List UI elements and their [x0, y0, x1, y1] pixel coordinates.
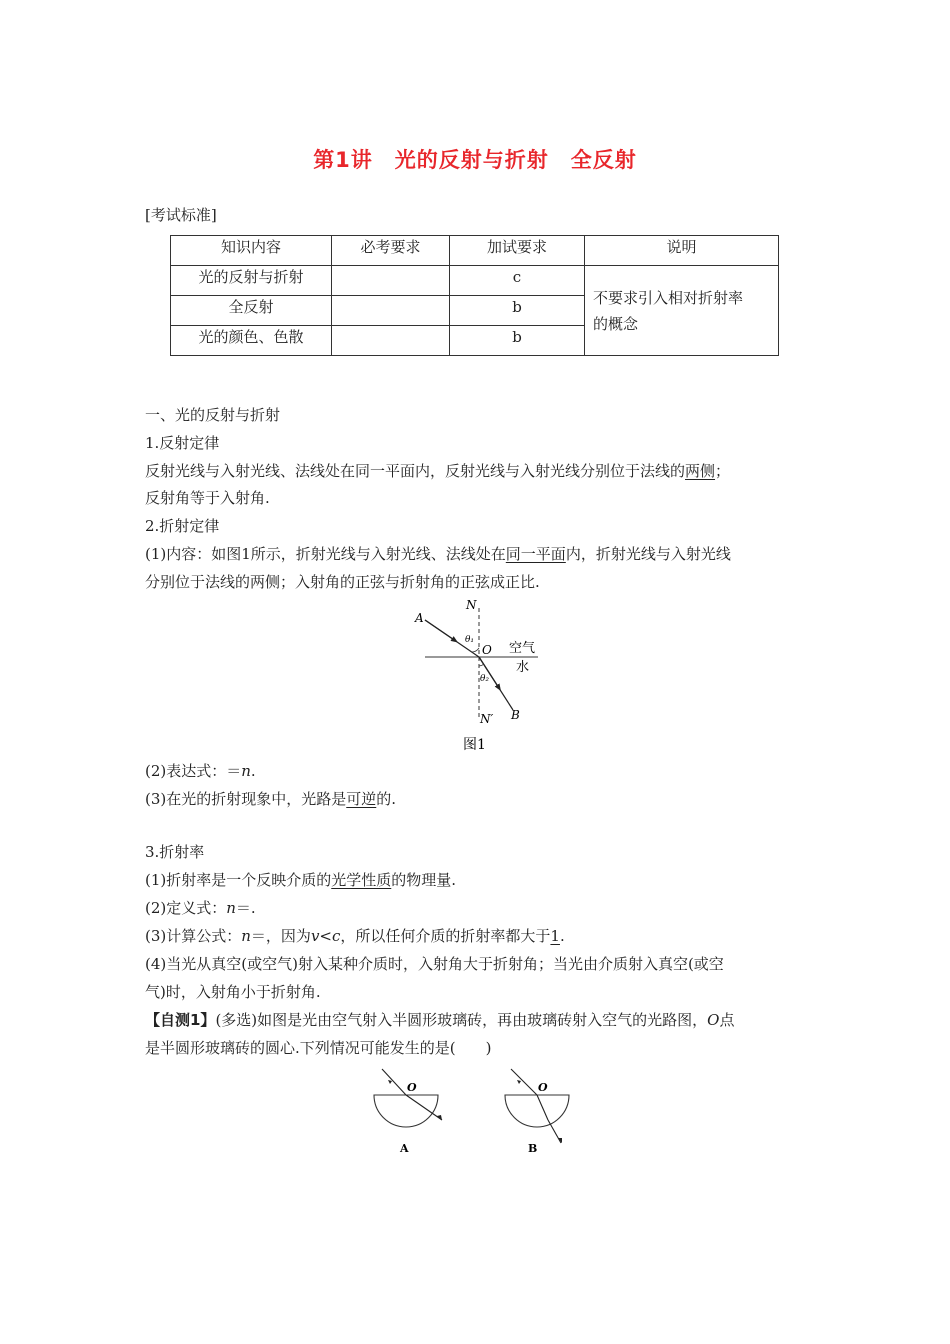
section-heading: 一、光的反射与折射	[145, 406, 281, 424]
label-N: N	[466, 598, 477, 612]
table-cell: b	[450, 296, 585, 326]
text: ＝.	[235, 899, 256, 917]
figure-caption: 图1	[463, 737, 486, 753]
paragraph-line	[145, 926, 565, 946]
text: .	[559, 927, 565, 945]
underlined-term: 同一平面	[505, 545, 566, 563]
text: ，所以任何介质的折射率都大于	[340, 927, 551, 945]
label-theta1: θ₁	[465, 635, 475, 645]
math-var: c	[332, 927, 341, 945]
text: <	[319, 927, 332, 945]
self-test-line	[145, 1010, 734, 1030]
paragraph-line	[145, 870, 456, 890]
math-var: n	[226, 899, 236, 917]
label-theta2: θ₂	[480, 674, 490, 684]
underlined-term: 光学性质	[331, 871, 392, 889]
table-header: 加试要求	[450, 236, 585, 266]
table-header: 说明	[585, 236, 779, 266]
label-water: 水	[516, 660, 530, 675]
paragraph-line: (4)当光从真空(或空气)射入某种介质时，入射角大于折射角；当光由介质射入真空(或空	[145, 955, 724, 973]
self-test-tag: 【自测1】	[145, 1011, 216, 1029]
theta2-arc	[479, 664, 484, 666]
text: 内，折射光线与入射光线	[565, 545, 731, 563]
theta1-arc	[471, 648, 479, 652]
option-caption: A	[400, 1142, 409, 1155]
table-header: 必考要求	[332, 236, 450, 266]
incident-ray	[382, 1069, 406, 1095]
page-title: 第1讲 光的反射与折射 全反射	[313, 148, 637, 172]
table-cell: 全反射	[171, 296, 332, 326]
refracted-ray	[406, 1095, 442, 1120]
table-row	[171, 266, 779, 296]
paragraph-line: 是半圆形玻璃砖的圆心.下列情况可能发生的是( )	[145, 1039, 492, 1057]
table-header: 知识内容	[171, 236, 332, 266]
paragraph-line	[145, 544, 731, 564]
table-note	[585, 266, 779, 356]
paragraph-line	[145, 761, 256, 781]
text: (2)表达式：＝	[145, 762, 242, 780]
underlined-term: 1	[550, 927, 560, 945]
math-var: O	[707, 1011, 720, 1029]
text: ；	[715, 462, 731, 480]
paragraph-line	[145, 898, 256, 918]
text: (多选)如图是光由空气射入半圆形玻璃砖，再由玻璃砖射入空气的光路图，	[215, 1011, 708, 1029]
underlined-term: 两侧	[685, 462, 716, 480]
exam-standard-table	[170, 235, 779, 356]
paragraph-line	[145, 461, 730, 481]
label-A: A	[415, 611, 424, 625]
table-cell: c	[450, 266, 585, 296]
label-air: 空气	[509, 641, 536, 656]
subsection-title: 2.折射定律	[145, 517, 220, 535]
paragraph-line: 气)时，入射角小于折射角.	[145, 983, 321, 1001]
paragraph-line	[145, 789, 396, 809]
exam-standard-label: [考试标准]	[145, 206, 217, 224]
table-cell: 光的颜色、色散	[171, 326, 332, 356]
math-var: n	[241, 762, 251, 780]
table-cell	[332, 296, 450, 326]
text: .	[250, 762, 256, 780]
refracted-ray-glass	[537, 1095, 548, 1120]
incident-arrow	[425, 620, 455, 641]
text: 点	[719, 1011, 735, 1029]
table-cell: 光的反射与折射	[171, 266, 332, 296]
text: (2)定义式：	[145, 899, 227, 917]
semicircle-glass	[505, 1095, 569, 1127]
paragraph-line: 反射角等于入射角.	[145, 489, 270, 507]
ray-arrow-icon	[388, 1080, 392, 1084]
text: 的物理量.	[391, 871, 457, 889]
exit-ray	[548, 1120, 561, 1143]
underlined-term: 可逆	[346, 790, 377, 808]
label-O: O	[407, 1081, 417, 1094]
label-O: O	[538, 1081, 548, 1094]
option-b-figure	[496, 1065, 586, 1160]
label-O: O	[482, 643, 492, 657]
subsection-title: 3.折射率	[145, 843, 205, 861]
text: 的.	[376, 790, 397, 808]
option-a-figure	[365, 1065, 455, 1160]
text: ＝，因为	[250, 927, 311, 945]
text: (1)折射率是一个反映介质的	[145, 871, 332, 889]
label-Nprime: N′	[480, 712, 494, 726]
math-var: n	[241, 927, 251, 945]
table-cell	[332, 326, 450, 356]
label-B: B	[511, 708, 520, 722]
text: (3)计算公式：	[145, 927, 242, 945]
paragraph-line: 分别位于法线的两侧；入射角的正弦与折射角的正弦成正比.	[145, 573, 540, 591]
ray-arrow-icon	[517, 1080, 521, 1084]
table-note-line: 不要求引入相对折射率	[593, 288, 744, 307]
table-note-line: 的概念	[593, 314, 639, 333]
incident-ray	[511, 1069, 537, 1095]
table-cell	[332, 266, 450, 296]
text: (1)内容：如图1所示，折射光线与入射光线、法线处在	[145, 545, 506, 563]
text: 反射光线与入射光线、法线处在同一平面内，反射光线与入射光线分别位于法线的	[145, 462, 686, 480]
table-cell: b	[450, 326, 585, 356]
table-header-row	[171, 236, 779, 266]
subsection-title: 1.反射定律	[145, 434, 220, 452]
option-caption: B	[528, 1142, 538, 1155]
math-var: v	[310, 927, 320, 945]
text: (3)在光的折射现象中，光路是	[145, 790, 347, 808]
refraction-figure	[405, 596, 550, 756]
